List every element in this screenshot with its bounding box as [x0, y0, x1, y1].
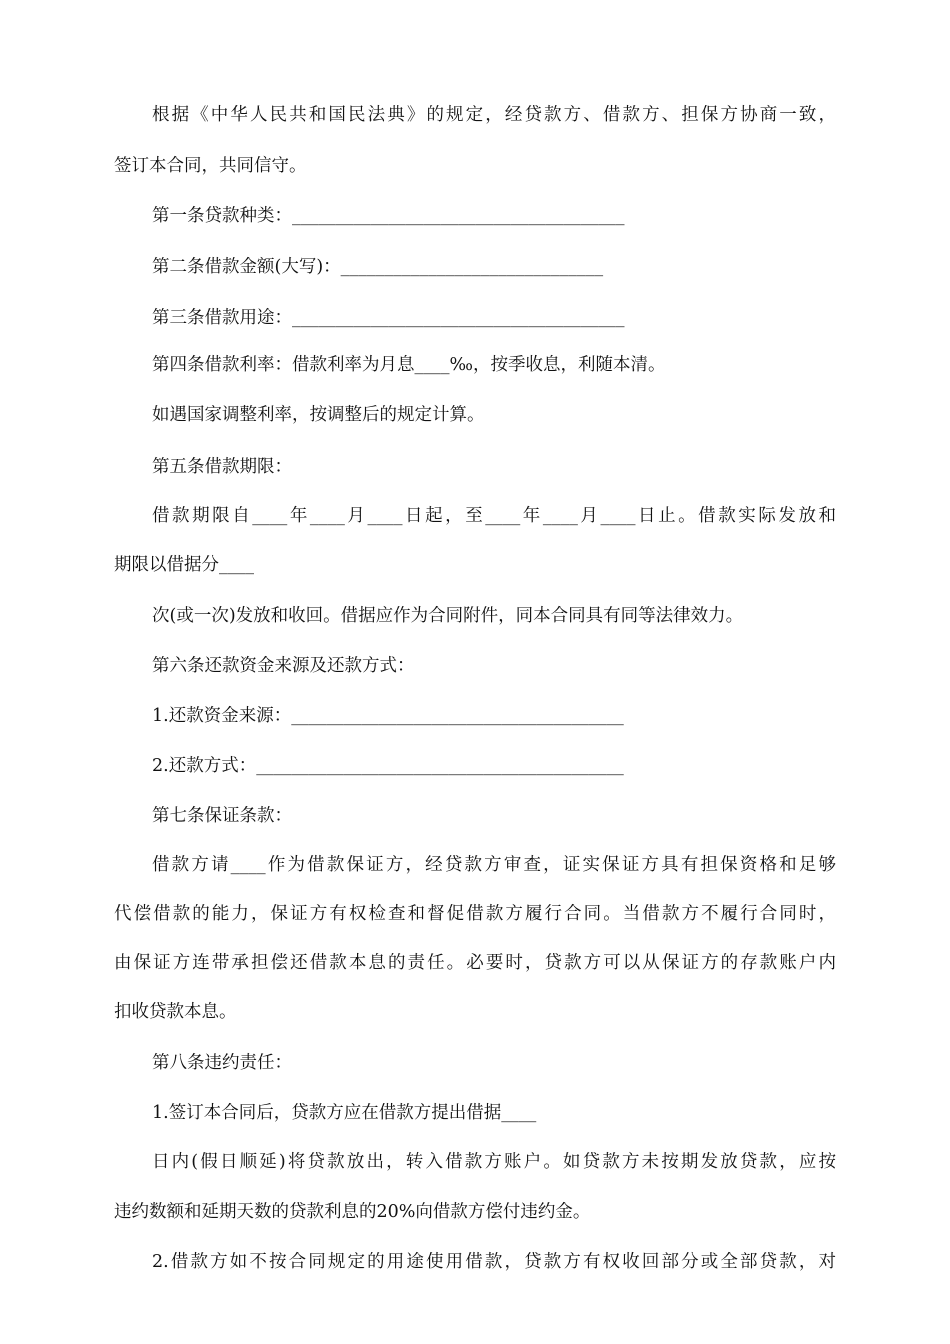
paragraph-line: 借款期限自____年____月____日起，至____年____月____日止。借款实际发放和: [152, 506, 836, 526]
paragraph-line: 根据《中华人民共和国民法典》的规定，经贷款方、借款方、担保方协商一致，: [152, 105, 836, 125]
clause-4-interest-rate: 第四条借款利率：借款利率为月息____‰，按季收息，利随本清。: [152, 355, 666, 375]
paragraph-line: 1.签订本合同后，贷款方应在借款方提出借据____: [152, 1103, 537, 1123]
paragraph-line: 如遇国家调整利率，按调整后的规定计算。: [152, 405, 485, 425]
paragraph-line: 次(或一次)发放和收回。借据应作为合同附件，同本合同具有同等法律效力。: [152, 606, 744, 626]
paragraph-line: 签订本合同，共同信守。: [114, 156, 307, 176]
paragraph-line: 期限以借据分____: [114, 555, 254, 575]
paragraph-line: 代偿借款的能力，保证方有权检查和督促借款方履行合同。当借款方不履行合同时，: [114, 904, 836, 924]
clause-5-heading: 第五条借款期限：: [152, 457, 292, 477]
clause-6-heading: 第六条还款资金来源及还款方式：: [152, 656, 415, 676]
clause-8-heading: 第八条违约责任：: [152, 1053, 292, 1073]
paragraph-line: 借款方请____作为借款保证方，经贷款方审查，证实保证方具有担保资格和足够: [152, 855, 836, 875]
paragraph-line: 违约数额和延期天数的贷款利息的20%向借款方偿付违约金。: [114, 1202, 591, 1222]
paragraph-line: 由保证方连带承担偿还借款本息的责任。必要时，贷款方可以从保证方的存款账户内: [114, 953, 836, 973]
repayment-method-line: 2.还款方式：__________________________________________: [152, 756, 624, 776]
paragraph-line: 2.借款方如不按合同规定的用途使用借款，贷款方有权收回部分或全部贷款，对: [152, 1252, 836, 1272]
paragraph-line: 扣收贷款本息。: [114, 1002, 237, 1022]
clause-2-loan-amount: 第二条借款金额(大写)：______________________________: [152, 257, 604, 277]
clause-3-loan-purpose: 第三条借款用途：______________________________________: [152, 308, 625, 328]
clause-7-heading: 第七条保证条款：: [152, 806, 292, 826]
paragraph-line: 日内(假日顺延)将贷款放出，转入借款方账户。如贷款方未按期发放贷款，应按: [152, 1152, 836, 1172]
clause-1-loan-type: 第一条贷款种类：______________________________________: [152, 206, 625, 226]
repayment-source-line: 1.还款资金来源：______________________________________: [152, 706, 624, 726]
